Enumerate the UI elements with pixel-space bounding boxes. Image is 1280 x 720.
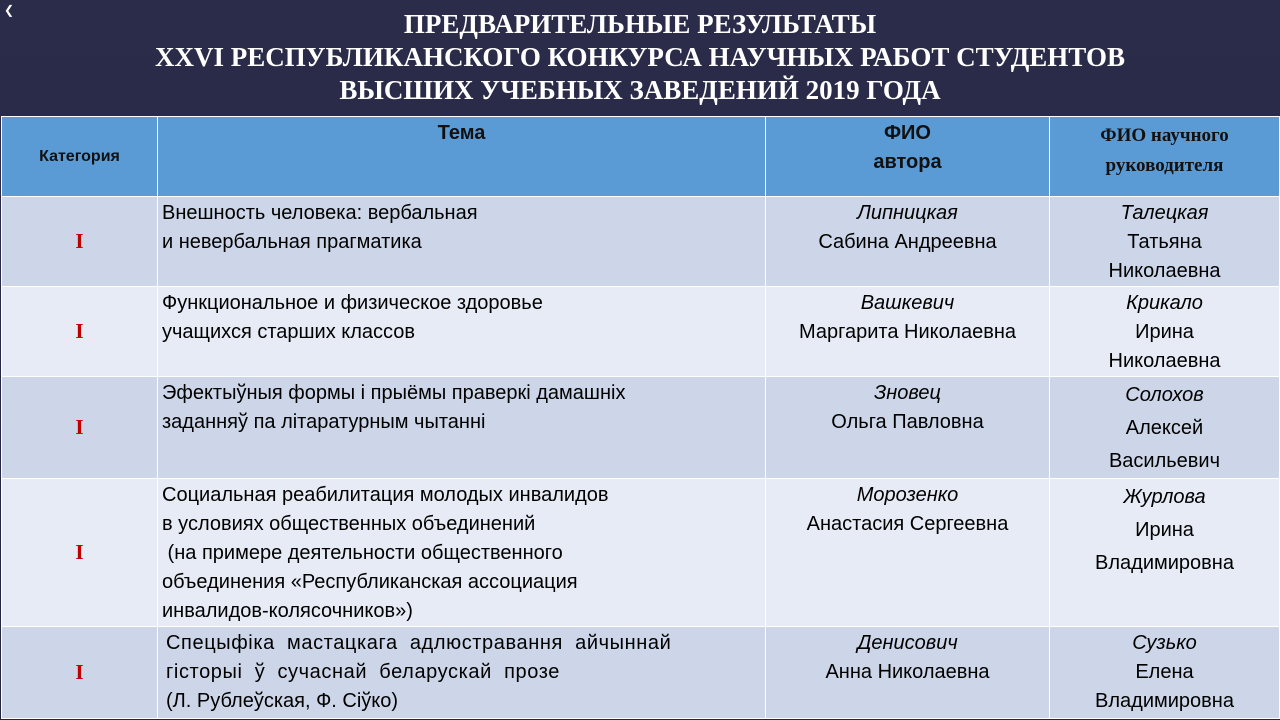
category-cell: I [2, 287, 158, 377]
title-line: XXVI РЕСПУБЛИКАНСКОГО КОНКУРСА НАУЧНЫХ РАБОТ СТУДЕНТОВ [155, 42, 1125, 72]
author-name: Ольга Павловна [831, 411, 984, 433]
table-row [2, 627, 1280, 719]
author-cell [766, 377, 1050, 479]
supervisor-name: Алексей [1125, 417, 1204, 439]
topic-line: заданняў па літаратурным чытанні [162, 411, 486, 433]
table-row [2, 377, 1280, 479]
author-name: Маргарита Николаевна [798, 321, 1016, 343]
supervisor-name: Ирина [1135, 519, 1194, 541]
topic-line: Эфектыўныя формы і прыёмы праверкі дамашніх [162, 382, 626, 404]
header-author-line: ФИО [883, 122, 931, 144]
topic-line: (на примере деятельности общественного [162, 542, 563, 564]
supervisor-surname: Крикало [1126, 292, 1203, 314]
supervisor-surname: Солохов [1125, 384, 1204, 406]
slide-title [0, 8, 1280, 107]
author-cell [766, 627, 1050, 719]
author-surname: Зновец [874, 382, 941, 404]
topic-line: объединения «Республиканская ассоциация [162, 571, 578, 593]
topic-line: Функциональное и физическое здоровье [162, 292, 543, 314]
topic-line: Социальная реабилитация молодых инвалидов [162, 484, 609, 506]
topic-line: (Л. Рублеўская, Ф. Сіўко) [166, 690, 399, 712]
supervisor-cell [1050, 287, 1280, 377]
topic-line: инвалидов-колясочников») [162, 600, 413, 622]
supervisor-patronymic: Владимировна [1095, 552, 1234, 574]
header-topic: Тема [158, 117, 766, 197]
table-row [2, 479, 1280, 627]
author-cell [766, 197, 1050, 287]
author-cell [766, 479, 1050, 627]
table-row [2, 287, 1280, 377]
category-cell: I [2, 377, 158, 479]
topic-cell [158, 377, 766, 479]
topic-cell [158, 197, 766, 287]
category-cell: I [2, 197, 158, 287]
topic-line: Внешность человека: вербальная [162, 202, 478, 224]
results-table [1, 116, 1280, 719]
topic-line: и невербальная прагматика [162, 231, 422, 253]
supervisor-cell [1050, 197, 1280, 287]
author-surname: Липницкая [857, 202, 958, 224]
supervisor-name: Ирина [1135, 321, 1194, 343]
category-cell: I [2, 479, 158, 627]
supervisor-cell [1050, 627, 1280, 719]
topic-cell [158, 627, 766, 719]
topic-line: Спецыфіка мастацкага адлюстравання айчыннай [166, 632, 672, 654]
author-name: Сабина Андреевна [818, 231, 997, 253]
supervisor-surname: Талецкая [1120, 202, 1209, 224]
author-name: Анастасия Сергеевна [806, 513, 1009, 535]
supervisor-patronymic: Владимировна [1095, 690, 1234, 712]
title-line: ПРЕДВАРИТЕЛЬНЫЕ РЕЗУЛЬТАТЫ [403, 9, 877, 39]
header-author [766, 117, 1050, 197]
header-supervisor-line: ФИО научного [1100, 125, 1229, 146]
supervisor-patronymic: Николаевна [1108, 350, 1221, 372]
author-name: Анна Николаевна [825, 661, 990, 683]
author-surname: Денисович [857, 632, 958, 654]
header-supervisor [1050, 117, 1280, 197]
topic-line: гісторыі ў сучаснай беларускай прозе [166, 661, 561, 683]
topic-line: учащихся старших классов [162, 321, 416, 343]
supervisor-patronymic: Васильевич [1108, 450, 1221, 472]
table-header-row [2, 117, 1280, 197]
author-surname: Морозенко [856, 484, 959, 506]
supervisor-cell [1050, 377, 1280, 479]
supervisor-cell [1050, 479, 1280, 627]
topic-cell [158, 287, 766, 377]
author-surname: Вашкевич [860, 292, 955, 314]
topic-line: в условиях общественных объединений [162, 513, 536, 535]
supervisor-patronymic: Николаевна [1108, 260, 1221, 282]
header-author-line: автора [873, 151, 942, 173]
supervisor-name: Елена [1135, 661, 1194, 683]
category-cell: I [2, 627, 158, 719]
title-line: ВЫСШИХ УЧЕБНЫХ ЗАВЕДЕНИЙ 2019 ГОДА [339, 75, 941, 105]
supervisor-surname: Журлова [1123, 486, 1206, 508]
topic-cell [158, 479, 766, 627]
table-row [2, 197, 1280, 287]
header-category: Категория [2, 117, 158, 197]
supervisor-surname: Сузько [1132, 632, 1197, 654]
supervisor-name: Татьяна [1127, 231, 1202, 253]
author-cell [766, 287, 1050, 377]
left-corner-ornament-icon: ❮ [4, 3, 15, 17]
header-supervisor-line: руководителя [1105, 155, 1224, 176]
